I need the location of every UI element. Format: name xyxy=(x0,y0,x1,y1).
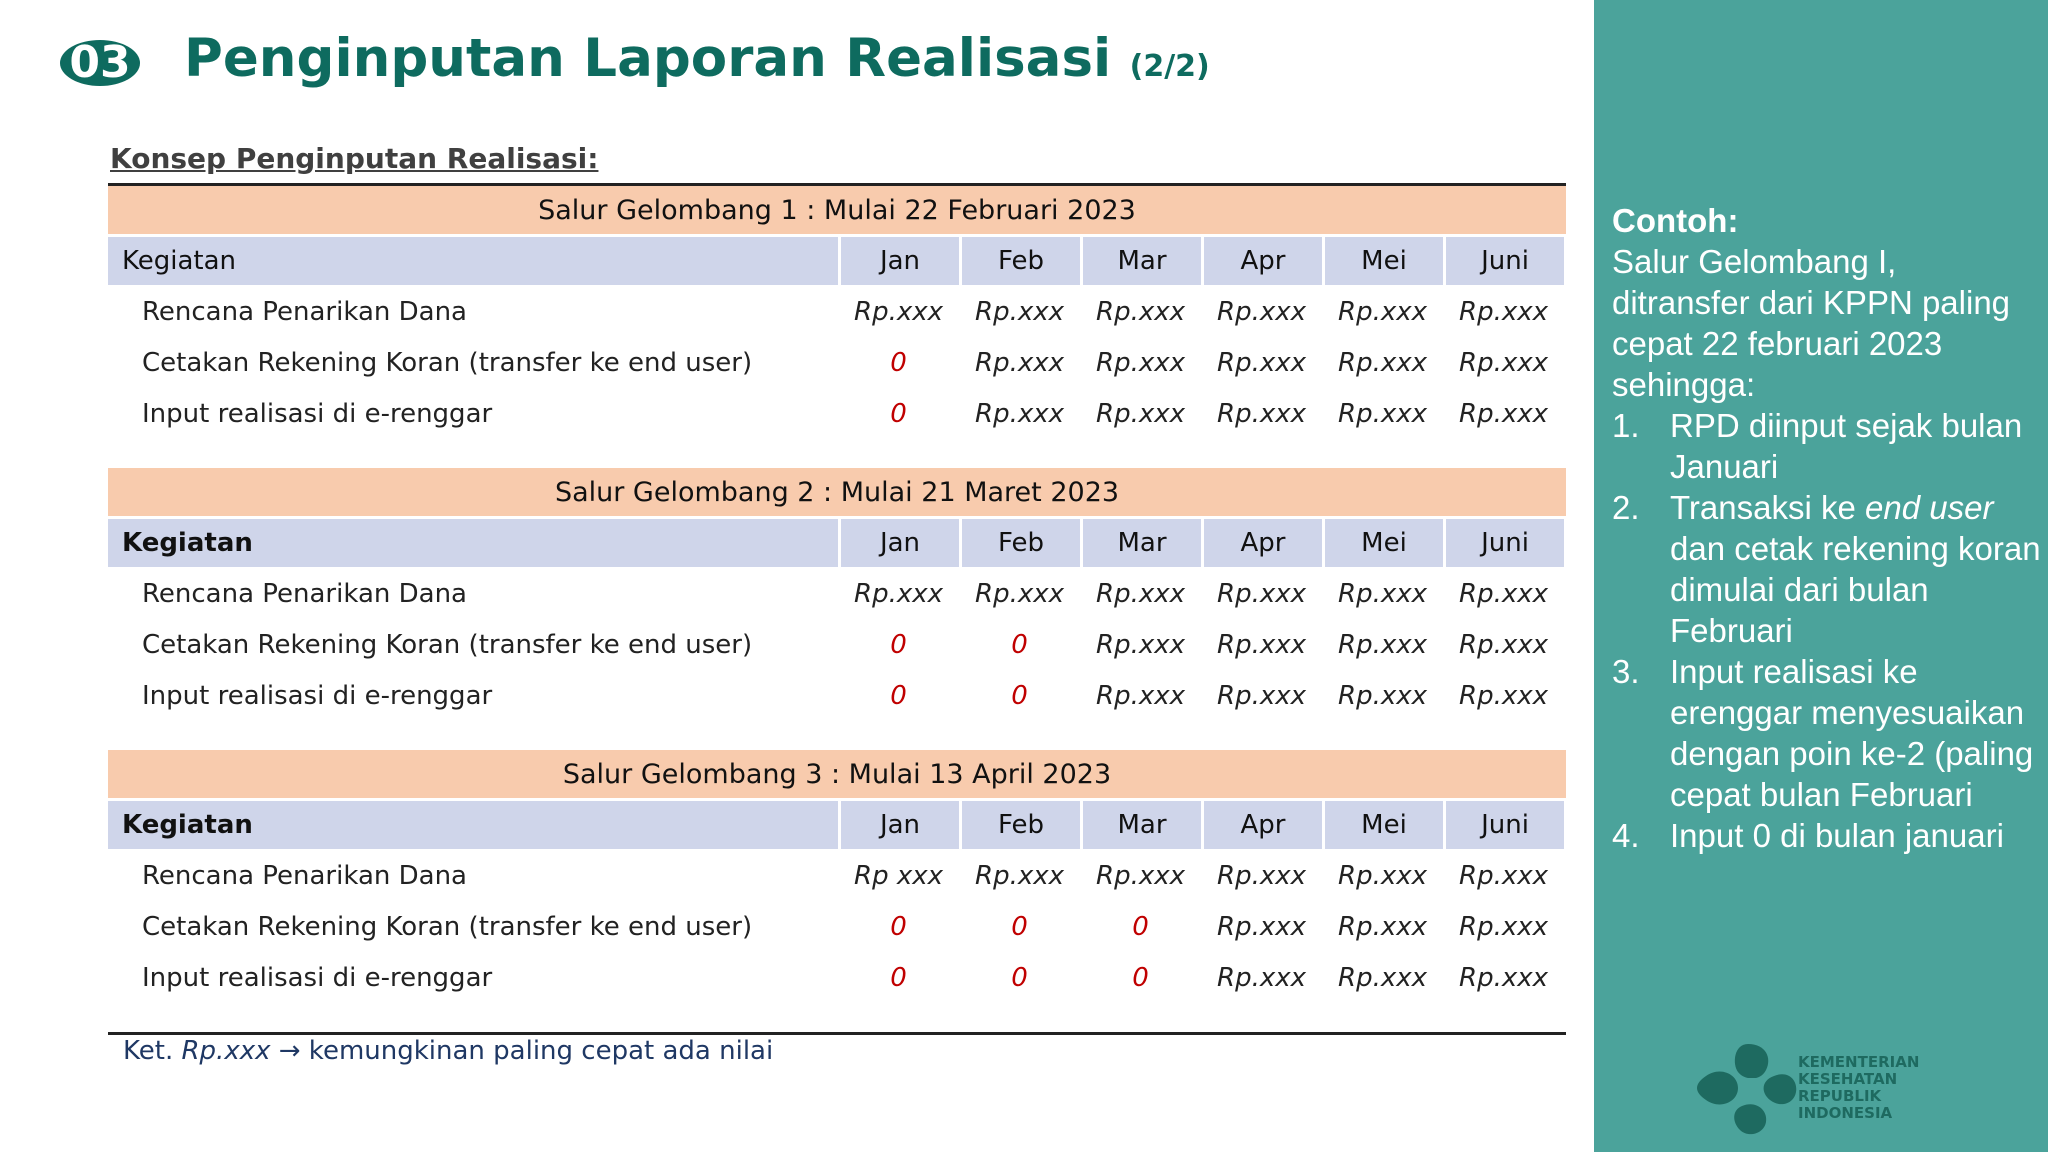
page-title xyxy=(184,28,1210,89)
row-value: Rp.xxx xyxy=(1096,579,1185,609)
row-label: Input realisasi di e-renggar xyxy=(142,963,493,993)
wave-title: Salur Gelombang 3 : Mulai 13 April 2023 xyxy=(108,750,1566,798)
row-value: Rp.xxx xyxy=(1096,297,1185,327)
row-value: Rp.xxx xyxy=(975,297,1064,327)
row-value: Rp.xxx xyxy=(1338,681,1427,711)
logo-line: KEMENTERIAN xyxy=(1798,1053,1920,1071)
row-value: 0 xyxy=(890,681,907,711)
row-value: Rp.xxx xyxy=(1338,579,1427,609)
row-value: Rp.xxx xyxy=(975,861,1064,891)
row-value: Rp.xxx xyxy=(1338,630,1427,660)
example-list xyxy=(1612,405,2042,856)
row-value: Rp.xxx xyxy=(1096,630,1185,660)
row-value: Rp.xxx xyxy=(854,297,943,327)
row-value: 0 xyxy=(1011,681,1028,711)
header-month: Jan xyxy=(838,801,959,849)
wave-title: Salur Gelombang 2 : Mulai 21 Maret 2023 xyxy=(108,468,1566,516)
note-value: Rp.xxx xyxy=(181,1036,271,1066)
row-value: Rp.xxx xyxy=(1217,681,1306,711)
header-month: Juni xyxy=(1443,237,1564,285)
header-month: Mar xyxy=(1080,801,1201,849)
row-value: Rp.xxx xyxy=(1338,861,1427,891)
row-value: Rp.xxx xyxy=(1217,861,1306,891)
row-value: Rp.xxx xyxy=(1096,348,1185,378)
logo-line: REPUBLIK xyxy=(1798,1087,1882,1105)
row-label: Input realisasi di e-renggar xyxy=(142,681,493,711)
list-text xyxy=(1670,487,2042,651)
row-value: Rp.xxx xyxy=(1217,963,1306,993)
row-value: 0 xyxy=(1011,630,1028,660)
row-value: 0 xyxy=(890,630,907,660)
row-value: Rp.xxx xyxy=(1217,348,1306,378)
list-item xyxy=(1612,487,2042,651)
row-value: Rp.xxx xyxy=(1096,399,1185,429)
table-row xyxy=(108,288,1566,336)
header-month: Jan xyxy=(838,519,959,567)
row-value: 0 xyxy=(1011,963,1028,993)
row-value: 0 xyxy=(890,348,907,378)
header-month: Jan xyxy=(838,237,959,285)
row-value: Rp.xxx xyxy=(1217,399,1306,429)
row-value: Rp.xxx xyxy=(1338,912,1427,942)
list-text: RPD diinput sejak bulan Januari xyxy=(1670,407,2023,485)
row-label: Input realisasi di e-renggar xyxy=(142,399,493,429)
section-heading: Konsep Penginputan Realisasi: xyxy=(110,142,599,175)
row-value: Rp xxx xyxy=(854,861,943,891)
table-row xyxy=(108,954,1566,1002)
note-text: kemungkinan paling cepat ada nilai xyxy=(300,1036,774,1066)
row-value: Rp.xxx xyxy=(975,348,1064,378)
header-month: Feb xyxy=(959,519,1080,567)
table-row xyxy=(108,672,1566,720)
note-prefix: Ket. xyxy=(123,1036,182,1066)
header-kegiatan: Kegiatan xyxy=(108,519,838,567)
arrow-right-icon: → xyxy=(278,1036,301,1066)
header-month: Mei xyxy=(1322,237,1443,285)
row-value: Rp.xxx xyxy=(1459,630,1548,660)
row-value: Rp.xxx xyxy=(1338,399,1427,429)
header-month: Apr xyxy=(1201,237,1322,285)
header-month: Juni xyxy=(1443,801,1564,849)
row-value: 0 xyxy=(890,912,907,942)
page-title-text: Penginputan Laporan Realisasi xyxy=(184,28,1112,89)
list-text: Input realisasi ke erenggar menyesuaikan dengan poin ke-2 (paling cepat bulan Februari xyxy=(1670,653,2034,813)
row-value: Rp.xxx xyxy=(975,399,1064,429)
table-row xyxy=(108,621,1566,669)
legend-note xyxy=(123,1036,773,1066)
logo-line: KESEHATAN xyxy=(1798,1070,1898,1088)
row-value: 0 xyxy=(890,963,907,993)
list-text: Input 0 di bulan januari xyxy=(1670,817,2004,854)
list-number: 4. xyxy=(1612,817,1640,854)
wave-table-1 xyxy=(108,183,1566,468)
header-month: Apr xyxy=(1201,801,1322,849)
row-value: Rp.xxx xyxy=(1459,579,1548,609)
row-value: Rp.xxx xyxy=(854,579,943,609)
example-text xyxy=(1612,200,2042,856)
list-text-part: dan cetak rekening koran dimulai dari bulan Februari xyxy=(1670,530,2041,649)
header-month: Mar xyxy=(1080,519,1201,567)
row-value: Rp.xxx xyxy=(1459,861,1548,891)
list-number: 2. xyxy=(1612,489,1640,526)
table-row xyxy=(108,852,1566,900)
row-value: Rp.xxx xyxy=(1459,348,1548,378)
row-value: Rp.xxx xyxy=(1096,861,1185,891)
header-month: Apr xyxy=(1201,519,1322,567)
table-row xyxy=(108,390,1566,438)
table-header-row xyxy=(108,237,1566,285)
wave-table-2 xyxy=(108,468,1566,750)
row-label: Rencana Penarikan Dana xyxy=(142,579,467,609)
header-kegiatan: Kegiatan xyxy=(108,801,838,849)
header-kegiatan: Kegiatan xyxy=(108,237,838,285)
row-value: Rp.xxx xyxy=(1459,297,1548,327)
realization-tables xyxy=(108,183,1566,1035)
row-value: 0 xyxy=(1132,963,1149,993)
row-value: Rp.xxx xyxy=(1459,963,1548,993)
header-month: Feb xyxy=(959,801,1080,849)
header-month: Mar xyxy=(1080,237,1201,285)
row-label: Cetakan Rekening Koran (transfer ke end user) xyxy=(142,630,753,660)
list-item xyxy=(1612,815,2042,856)
row-value: Rp.xxx xyxy=(1338,963,1427,993)
table-row xyxy=(108,570,1566,618)
list-number: 3. xyxy=(1612,653,1640,690)
row-value: 0 xyxy=(1011,912,1028,942)
header-month: Feb xyxy=(959,237,1080,285)
row-value: Rp.xxx xyxy=(1338,297,1427,327)
row-value: Rp.xxx xyxy=(1459,681,1548,711)
row-value: Rp.xxx xyxy=(1217,912,1306,942)
row-value: Rp.xxx xyxy=(1459,399,1548,429)
row-value: Rp.xxx xyxy=(1217,630,1306,660)
table-header-row xyxy=(108,801,1566,849)
example-panel xyxy=(1594,0,2048,1152)
table-header-row xyxy=(108,519,1566,567)
row-label: Cetakan Rekening Koran (transfer ke end user) xyxy=(142,348,753,378)
table-row xyxy=(108,903,1566,951)
list-item xyxy=(1612,651,2042,815)
logo-line: INDONESIA xyxy=(1798,1104,1893,1122)
wave-table-3 xyxy=(108,750,1566,1035)
page-title-suffix: (2/2) xyxy=(1129,49,1210,84)
row-value: 0 xyxy=(890,399,907,429)
row-label: Rencana Penarikan Dana xyxy=(142,861,467,891)
row-label: Cetakan Rekening Koran (transfer ke end user) xyxy=(142,912,753,942)
row-value: Rp.xxx xyxy=(1096,681,1185,711)
header-month: Juni xyxy=(1443,519,1564,567)
row-value: Rp.xxx xyxy=(975,579,1064,609)
list-text-part: Transaksi ke xyxy=(1670,489,1866,526)
row-label: Rencana Penarikan Dana xyxy=(142,297,467,327)
ministry-logo-text xyxy=(1798,1054,1919,1122)
row-value: Rp.xxx xyxy=(1217,297,1306,327)
row-value: 0 xyxy=(1132,912,1149,942)
list-text-italic: end user xyxy=(1865,489,1994,526)
list-number: 1. xyxy=(1612,407,1640,444)
example-intro: Salur Gelombang I, ditransfer dari KPPN paling cepat 22 februari 2023 sehingga: xyxy=(1612,243,2011,403)
row-value: Rp.xxx xyxy=(1217,579,1306,609)
section-number-badge: 03 xyxy=(60,40,140,86)
header-month: Mei xyxy=(1322,801,1443,849)
list-item xyxy=(1612,405,2042,487)
wave-title: Salur Gelombang 1 : Mulai 22 Februari 2023 xyxy=(108,186,1566,234)
row-value: Rp.xxx xyxy=(1338,348,1427,378)
header-month: Mei xyxy=(1322,519,1443,567)
row-value: Rp.xxx xyxy=(1459,912,1548,942)
table-row xyxy=(108,339,1566,387)
example-heading: Contoh: xyxy=(1612,202,1739,239)
